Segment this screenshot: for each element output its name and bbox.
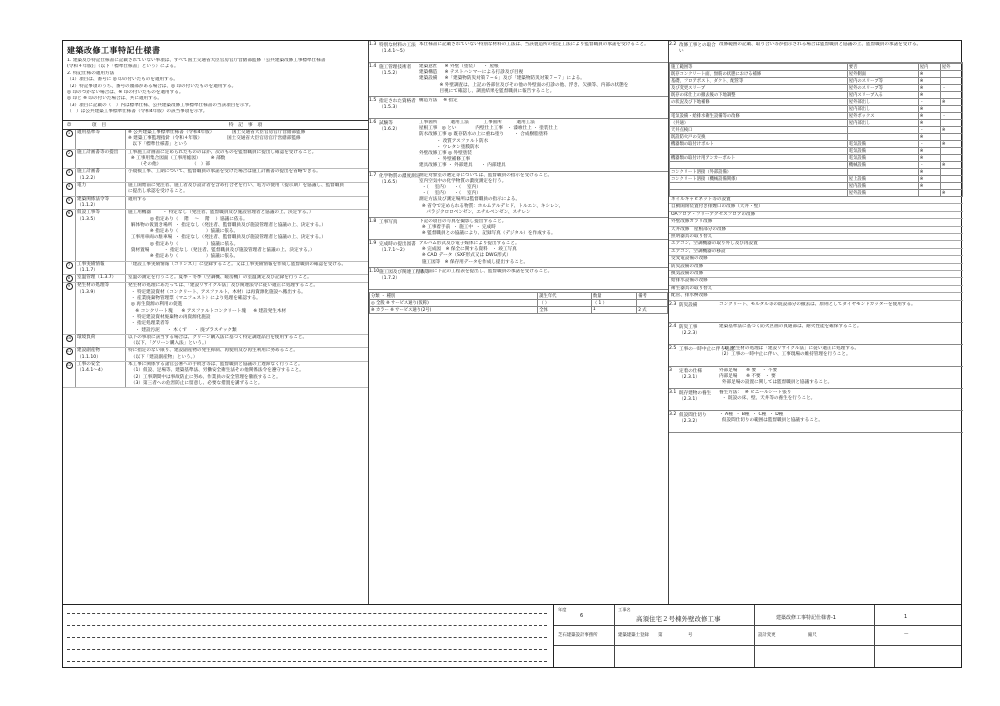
intro-line: （3）項目に記載の（ ）内は標準仕様、公共建築改修工事標準仕様書の当該項目を示す。 (67, 102, 254, 108)
table-cell (940, 183, 962, 190)
table-cell: ※ (940, 141, 962, 148)
scope-line: エアコン、空調機器の移設 (669, 249, 963, 256)
header-chapter: 章 (66, 123, 72, 129)
spec-sheet (62, 40, 962, 668)
table-cell: 電気設備 (847, 148, 918, 155)
spec-row (63, 197, 368, 211)
table-row (670, 169, 963, 176)
table-cell: 全体 (538, 306, 592, 313)
table-cell: ・ (918, 141, 940, 148)
scope-line: 外壁改修ガラリ改修 (669, 219, 963, 226)
row-spec: 施工開始前に発注者、施工者及び設計者を含め打合せを行い、電力の使用（提示期）を協議し、監督職員 に提出し承認を受けること。 (128, 183, 344, 195)
row-number (63, 335, 76, 348)
row-spec: 工事施工計画書に定められたもののほか、次のものを監督職員に提出し確認を受けること。 ※ 工事用集合図面（工事用総図） ※ 部数 （その他） （ ）部 (128, 149, 317, 168)
section-body: （1）発生材の処理は「建設リサイクル法」に従い適正に処理する。 （2）工事の一時中止に伴い、工事現場の維持管理を行うこと。 (719, 345, 860, 357)
table-cell (940, 148, 962, 155)
table-cell: 屋外設備 (847, 190, 918, 197)
row-item: 工事実績情報 （1.1.7） (76, 262, 126, 275)
row-number (63, 130, 76, 149)
revision-line (67, 637, 547, 638)
intro-line: 1. 建築及び特記仕様書に記載されていない事項は、すべて国土交通省大臣官房官庁営繕部監修「公共建築改修工事標準仕様書 (67, 58, 326, 63)
table-cell: （ 1 ） (591, 299, 636, 306)
table-cell: 既設防火戸の交換 (670, 134, 848, 141)
table-row (670, 113, 963, 120)
spec-section (669, 41, 963, 63)
table-cell: ※ (918, 106, 940, 113)
intro-line: 2. 特記仕様の適用方法 (67, 70, 115, 76)
row-spec: ※ 公共建築工事標準仕様書（令和4年版） 国土交通省大臣官房官庁営繕部監修 ※ 建築工事監理指針（令和４年版） 国土交通省大臣官房官庁営繕部監修 以下「標準仕様書」という (128, 129, 306, 148)
value-date: 6 (580, 613, 584, 619)
section-number: 3.2 (669, 411, 677, 417)
table-row (670, 99, 963, 106)
row-number (63, 210, 76, 260)
table-row (370, 292, 668, 299)
column-2 (369, 41, 669, 605)
table-cell (847, 134, 918, 141)
row-number-mark: 8 (66, 275, 73, 282)
spec-rows (63, 130, 368, 389)
spec-section (369, 41, 668, 63)
table-cell: 1 (591, 306, 636, 313)
scope-line: 衛生器具の取り替え (669, 286, 963, 293)
label-project: 工事名 (618, 607, 631, 612)
section-body: ・ A種 ・ B種 ・ C種 ・ D種 仮設間仕切りの範囲は監督職員と協議すること。 (719, 411, 823, 423)
table-cell: ・ (918, 99, 940, 106)
row-number-mark: 7 (66, 262, 73, 269)
table-row (670, 141, 963, 148)
section-number: 1.5 (369, 98, 377, 104)
row-number-mark: 10 (66, 335, 72, 340)
scale-label: 縮尺 (808, 633, 817, 638)
row-number-mark: 6 (66, 210, 73, 217)
section-title: 特別な材料の工法 （1.4.1〜5） (379, 43, 416, 54)
table-cell: の状況及び下地補修 (670, 99, 848, 106)
section-body: 施工前に下記の工程表を提出し、監督職員の承諾を受けること。 (419, 268, 553, 274)
section-number: 1.7 (369, 172, 377, 178)
spec-section (669, 367, 963, 389)
table-cell: ※ (940, 99, 962, 106)
row-item: 環境負荷 (76, 335, 126, 348)
table-cell: 屋外のスリーブ等 (847, 85, 918, 92)
table-cell (940, 78, 962, 85)
table-cell (847, 169, 918, 176)
table-cell: 機械設備 (847, 162, 918, 169)
spec-row (63, 348, 368, 362)
intro-line: ◎ 印のつかない場合は、※ 印の付いたものを適用する。 (67, 90, 184, 96)
row-spec: 本工事に関係する諸官公署への手続き等は、監督職員と協議の上遅滞なく行うこと。 （1）仮設、足場等、建築基準法、労働安全衛生法その他関係法令を遵守すること。 （2）工事期間中は事故防止に努め、作業員の安全管理を徹底すること。 （3）第三者への危害防止に留意し、必要な措置を講ずること。 (128, 362, 304, 386)
table-cell: 既存コンクリート面、無筋の状態における補修 (670, 71, 848, 78)
spec-row (63, 335, 368, 349)
table-cell: 屋外ボックス (847, 113, 918, 120)
table-cell: 数量 (591, 292, 636, 299)
table-row (670, 120, 963, 127)
table-cell: ※ (918, 169, 940, 176)
table-cell: 基礎、フロアポスト、ダクト、配管等 (670, 78, 848, 85)
row-spec: 「建設工事実績情報（コリンズ）」に登録すること。又は工事実績情報を作成し監督職員の確認を受ける。 (128, 261, 347, 267)
row-spec: 発生材の処理にあたっては、「建設リサイクル法」及び関連法令に従い適正に処理すること。 ・ 特定建設資材（コンクリート、アスファルト、木材）は再資源化施設へ搬出する。 ・ 産業廃棄物管理票（マニフェスト）により処理を確認する。 ◎ 再生資源の利用の促進 ※ コンクリート塊 ※ アスファルトコンクリート塊 ※ 建設発生木材 ・ 特定建設資材廃棄物の再資源化施設 ・ 指定処理業者等 ・ 建設汚泥 ・ 木くず ・ 廃プラスチック類 (128, 283, 318, 333)
table-row (370, 299, 668, 306)
revision-line (67, 661, 547, 662)
table-cell: ※ (918, 183, 940, 190)
row-number (63, 183, 76, 196)
row-item: 電力 (76, 183, 126, 196)
row-number (63, 169, 76, 182)
table-cell: コンクリート溶接（機械設備関係） (670, 176, 848, 183)
section-body: 外部足場 ※ 要 ・ 不要 内部足場 ※ 不要 ・ 要 外部足場の設置に関しては監督職員と協議すること。 (719, 367, 833, 386)
header-item: 項 目 (91, 123, 107, 129)
table-cell: 機器類の取付けボルト (670, 141, 848, 148)
spec-row (63, 169, 368, 183)
title-block (63, 604, 961, 667)
row-number-mark: 1 (66, 130, 73, 137)
table-cell (940, 92, 962, 99)
table-cell: ※ (918, 113, 940, 120)
table-cell (847, 127, 918, 134)
row-number (63, 275, 76, 282)
table-cell (940, 106, 962, 113)
table-cell: ※ (918, 176, 940, 183)
row-number-mark: 4 (66, 183, 73, 190)
table-cell: 屋内のスリーブ等 (847, 78, 918, 85)
intro-line: （2）特記事項のうち、番号の頭部がある場合は、◎ 印の付いたものを適用する。 (67, 83, 237, 89)
section-body: 下記の項目の写真を撮影し提出すること。 ※ 工事着手前 ・ 施工中 ・ 完成時 ※ 監督職員との協議により、記録写真（デジタル）を作成する。 (419, 219, 556, 237)
section-number: 1.6 (369, 120, 377, 126)
row-number-mark: 2 (66, 150, 73, 157)
scope-line: 照明器具の取り替え (669, 234, 963, 241)
section-body: 工事箇所 適用工法 工事箇所 適用工法 屋根工事 ◎ とい 内壁仕上工事 ・ 漆喰仕上 ・ 塗装仕上 防水改修工事 ◎ 既存防水の上に重ね塗り ・ 合成樹脂塗料 ・ 改質アスファルト防水 ・ ウレタン塗膜防水 外壁改修工事 ◎ 外壁塗装 ・ 外壁補修工事 建具改修工事 ・ 外部建具 ・ 内部建具 (419, 120, 558, 169)
section-title: 既存建物の養生 （2.3.1） (679, 390, 712, 402)
table-cell: （ ） (538, 299, 592, 306)
section-number: 1.10 (369, 268, 380, 274)
section-title: 完成時の提出図書 （1.7.1〜2） (379, 242, 416, 254)
section-number: 2.5 (669, 345, 677, 351)
section-title: 防災工事 （2.2.3） (679, 324, 700, 336)
row-item: 工事の安全 （1.4.1〜4） (76, 362, 126, 387)
table-cell: 誕生年代 (538, 292, 592, 299)
section-body: 本仕様書に記載されていない特別な材料の工法は、当該製造所の指定工法により監督職員の承諾を受けること。 (419, 42, 649, 47)
table-header-cell: 施工範囲等 (670, 64, 848, 71)
section-title: 工事写真 (379, 220, 398, 226)
row-number (63, 362, 76, 387)
spec-section (369, 218, 668, 240)
revision-line (67, 625, 547, 626)
table-header-row (670, 64, 963, 71)
section-body: 建築意匠 ※ 外壁（塗装） ・ 屋根 建築構造 ※ テストハンマーによる打診及び目視 建築設備 ※「建築物防災対策７−６」及び「建築物防災対策７−７」による。 ※ 外壁調査は、上記の各部位及びその他の外壁面の打診の他、浮き、欠損等、内部の状態を 目視にて確認し、調査結果を監督職員に報告すること。 (419, 64, 629, 94)
spec-section (669, 323, 963, 345)
row-number (63, 262, 76, 275)
table-row (670, 190, 963, 197)
row-item: 施工計画書等の提出 (76, 150, 126, 169)
table-cell: 屋内設備 (847, 183, 918, 190)
section-body: 建築基準法に基づく防火区画の貫通部は、耐火性能を確保すること。 (719, 323, 862, 329)
row-spec: 適用する (128, 196, 147, 202)
table-cell: ◎ 全般 ※ サービス通り(仮称) (370, 299, 538, 306)
spec-section (669, 345, 963, 367)
intro-text (63, 58, 368, 116)
row-number (63, 197, 76, 210)
spec-section (369, 240, 668, 268)
spec-row (63, 150, 368, 170)
table-cell: ※ (918, 120, 940, 127)
table-cell (940, 134, 962, 141)
row-item: 室温管理（1.3.7） (76, 275, 126, 282)
intro-line: （ ）は公共建築工事標準仕様書（令和4年版）の該当事項を示す。 (67, 109, 208, 115)
section-number: 2.4 (669, 323, 677, 329)
intro-line: （1）項目は、番号に ◎ 印の付いたものを適用する。 (67, 77, 178, 83)
table-cell: 屋内部出し (847, 120, 918, 127)
spec-row (63, 262, 368, 276)
column-3 (669, 41, 963, 605)
table-row (670, 162, 963, 169)
table-cell: ※ (940, 162, 962, 169)
scope-line: 天井改修 屋根部分の改修 (669, 227, 963, 234)
section-title: 定着の仕様 （2.3.1） (679, 368, 702, 380)
scope-line: 給排水設備の改修 (669, 278, 963, 285)
row-item: 建設副産物 （1.1.10） (76, 348, 126, 361)
table-cell: 天井点検口 (670, 127, 848, 134)
revision-line (67, 649, 547, 650)
section-number: 1.8 (369, 219, 377, 225)
section-title: 化学物質の濃度測定 （1.6.5） (379, 173, 421, 185)
row-item: 発生材の処理等 （1.3.9） (76, 283, 126, 333)
table-cell (940, 176, 962, 183)
project-name: 高須住宅２号棟外壁改修工事 (636, 615, 721, 623)
table-cell: 備考 (637, 292, 668, 299)
table-cell: 屋内スリーブ入る (847, 92, 918, 99)
table-cell: ※ (918, 155, 940, 162)
section-body: 養生方法： ※ ビニールシート張り ・ 既設の床、壁、天井等の養生を行うこと。 (719, 389, 816, 401)
table-row (670, 155, 963, 162)
table-cell: ※ (918, 78, 940, 85)
table-cell: 電気設備 (847, 155, 918, 162)
section-number: 1.4 (369, 64, 377, 69)
document-title: 建築改修工事特記仕様書 (67, 46, 161, 55)
table-row (670, 85, 963, 92)
table-cell: 屋内部出し (847, 106, 918, 113)
section-number: 1.3 (369, 42, 377, 47)
spec-section (369, 97, 668, 119)
table-header-cell: 屋外 (940, 64, 962, 71)
row-number-mark: 3 (66, 169, 73, 176)
table-cell: 屋外側面 (847, 71, 918, 78)
section-body: 構造方法 ※ 指定 (419, 98, 458, 104)
scope-line: 受変電設備の改修 (669, 256, 963, 263)
row-spec: 小規模工事、工期について、監督職員の承諾を受けた場合は施工計画書の提出を省略できる。 (128, 169, 321, 175)
table-cell (670, 148, 848, 155)
table-cell: 及び変更スリーブ (670, 85, 848, 92)
table-cell (940, 120, 962, 127)
spec-section (369, 63, 668, 97)
intro-line: (令和４年版)」（以下「標準仕様書」という）による。 (67, 64, 179, 70)
row-item: 建築関係法令等 （1.1.2） (76, 197, 126, 210)
section-body: アルバム形式及び電子媒体により提出すること。 ※ 完成図 ※ 保全に関する資料 ・ 竣工写真 ※ CAD データ（SXF形式又は DWG形式） 施工図等 ※ 保存用データを作成し提出すること。 (419, 241, 529, 265)
table-row (670, 106, 963, 113)
table-cell (637, 299, 668, 306)
spec-section (669, 301, 963, 323)
section-title: 試験等 （1.6.2） (379, 121, 400, 133)
column-3-top (669, 41, 963, 63)
spec-row (63, 210, 368, 261)
scope-lines (669, 197, 963, 301)
section-title: 指定された資格者 （1.5.3） (379, 99, 416, 111)
sheet-name: 建築改修工事特記仕様書-1 (776, 615, 836, 621)
spec-section (669, 411, 963, 433)
scope-line: ネイルキャビネット等の設置 (669, 197, 963, 204)
table-cell: ・ (918, 127, 940, 134)
row-spec: 以下の事項に該当する場合は、グリーン購入法に基づく特定調達品目を使用すること。 （以下、「グリーン購入法」という。） (128, 334, 308, 347)
section-title: 施工図及び関連工程表等 （1.7.2） (379, 269, 430, 281)
spec-section (369, 119, 668, 172)
section-body: 測定対象室の選定等については、監督職員の指示を受けること。 室内空気中の化学物質の濃度測定を行う。 ・（ 室内） ・（ 室内） ・（ 室内） ・（ 室内） 測定方法及び測定場所は監督職員の指示による。 ※ 省令で定められる物質：ホルムアルデヒド、トルエン、キシレン、 パラジクロロベンゼン、エチルベンゼン、スチレン (419, 172, 564, 215)
table-row (370, 306, 668, 313)
section-number: 2.2 (669, 42, 677, 47)
table-cell: 2 式 (637, 306, 668, 313)
scope-line: 配管、排水桝改修 (669, 293, 963, 300)
table-cell (670, 183, 848, 190)
table-cell: （共通） (670, 120, 848, 127)
section-body: 改修範囲の記載、取り合い等が指示される場合は監督職員と協議の上、監督職員の承諾を受ける。 (719, 42, 922, 47)
scope-line: 換気設備の改修 (669, 271, 963, 278)
row-number (63, 150, 76, 169)
scope-line: 防災設備の改修 (669, 264, 963, 271)
row-spec: 施工用機器 ・ 特定なし（発注者、監督職員及び施設管理者と協議の上、決定する。） ◎ 指定あり（ 階 ～ 階 ）協議に依る。 解体物の仮置き場所 ・ 指定なし（発注者、監督職員及び施設管理者と協議の上、決定する。） ※ 指定あり（ ）協議に依る。 工事用車両の駐車場 ・ 指定なし（発注者、監督職員及び施設管理者と協議の上、決定する。） ◎ 指定あり（ ）協議に依る。 資材置場 ・ 指定なし（発注者、監督職員及び施設管理者と協議の上、決定する。） ※ 指定あり（ ）協議に依る。 (128, 210, 326, 260)
spec-section (369, 268, 668, 290)
table-header-cell: 屋内 (918, 64, 940, 71)
table-cell: ・ (918, 162, 940, 169)
spec-table-header (63, 120, 368, 130)
section-title: 仮設間仕切り （2.3.2） (679, 412, 707, 424)
spec-row (63, 130, 368, 150)
section-title: 改修工事との取合い (679, 43, 716, 54)
column-3-sections (669, 301, 963, 433)
row-spec: 室温の測定を行うこと。夏季・冬季（空調機、暖房機）の室温測定及び記録を行うこと。 (128, 275, 312, 281)
table-cell: ※ カラー ※ サービス通り(2号) (370, 306, 538, 313)
section-number: 1.9 (369, 241, 377, 247)
table-cell: ※ (918, 71, 940, 78)
row-number-mark: 5 (66, 197, 73, 204)
table-cell: ※ (918, 92, 940, 99)
table-cell: ・ (940, 113, 962, 120)
design-change-label: 設計変更 (758, 633, 776, 638)
column-1 (63, 41, 369, 605)
header-spec: 特 記 事 項 (228, 123, 263, 129)
table-cell (918, 190, 940, 197)
architect-label: 建築建築士登録 第 号 (618, 633, 693, 638)
office-name: 芝石建築設計事務所 (558, 633, 598, 638)
table-cell: 電気設備・給排水衛生設備等の改修 (670, 113, 848, 120)
table-row (670, 183, 963, 190)
section-title: 工事の一時中止に伴う処置 (679, 346, 735, 352)
scope-line: 自動開閉装置付き排煙口の改修（天井・壁） (669, 204, 963, 211)
section-number: 3.1 (669, 389, 677, 395)
column-2-sections (369, 41, 668, 290)
label-date: 年度 (558, 607, 567, 612)
scale-value: — (904, 632, 909, 637)
table-cell: 機器類の取付け用アンカーボルト (670, 155, 848, 162)
row-item: 適用基準等 (76, 130, 126, 149)
row-spec: 特に指定のない限り、建設副産物の発生抑制、再使用及び再生利用に努めること。 （以下「建設副産物」という。） (128, 348, 298, 360)
spec-section (669, 389, 963, 411)
table-cell: ※ (940, 190, 962, 197)
table-cell: コンクリート溶接（外部設備） (670, 169, 848, 176)
row-item: 仮設工事等 （1.3.5） (76, 210, 126, 260)
table-row (670, 92, 963, 99)
row-number (63, 348, 76, 361)
table-cell: 電気設備 (847, 141, 918, 148)
section-title: 施工管理技術者 （1.5.2） (379, 65, 412, 76)
row-item: 施工計画書 （1.2.2） (76, 169, 126, 182)
intro-line: ◎ 印と ※ 印の付いた場合は、共に適用する。 (67, 96, 162, 102)
table-row (670, 71, 963, 78)
table-cell: ※ (940, 127, 962, 134)
scope-line: エアコン、空調機器の取り外し及び再設置 (669, 241, 963, 248)
table-row (670, 127, 963, 134)
table-cell (940, 155, 962, 162)
section-title: 防災設備 (679, 302, 698, 308)
section-body: コンクリート、モルタル等の既設部分の撤去は、原則としてダイヤモンドカッターを使用する。 (719, 301, 916, 307)
table-cell: ※ (918, 134, 940, 141)
table-cell: ※ (918, 148, 940, 155)
table-cell: 分類 ・ 種別 (370, 292, 538, 299)
table-row (670, 176, 963, 183)
table-cell: 既存の床仕上の撤去後の下地調整 (670, 92, 848, 99)
row-number-mark: 9 (66, 283, 73, 290)
section-number: 3 (669, 367, 672, 373)
table-header-cell: 要否 (847, 64, 918, 71)
spec-row (63, 362, 368, 388)
scope-line: OAフロア・フリーアクセスフロアの改修 (669, 212, 963, 219)
table-cell (670, 106, 848, 113)
section-number: 2.3 (669, 301, 677, 307)
table-cell (670, 190, 848, 197)
revision-line (67, 613, 547, 614)
table-row (670, 134, 963, 141)
row-number-mark: 11 (66, 349, 72, 354)
photo-table (369, 292, 668, 314)
table-cell (940, 169, 962, 176)
table-cell (670, 162, 848, 169)
row-number-mark: 12 (66, 363, 72, 368)
table-cell: 屋上設備 (847, 176, 918, 183)
scope-table (669, 63, 963, 197)
table-cell: 屋外部出し (847, 99, 918, 106)
spec-row (63, 283, 368, 334)
table-row (670, 148, 963, 155)
sheet-number: 1 (904, 614, 908, 620)
spec-row (63, 183, 368, 197)
table-cell: ・ (940, 85, 962, 92)
table-cell: ※ (918, 85, 940, 92)
title-table (553, 605, 961, 667)
table-row (670, 78, 963, 85)
table-cell (940, 71, 962, 78)
spec-section (369, 172, 668, 218)
row-number (63, 283, 76, 333)
